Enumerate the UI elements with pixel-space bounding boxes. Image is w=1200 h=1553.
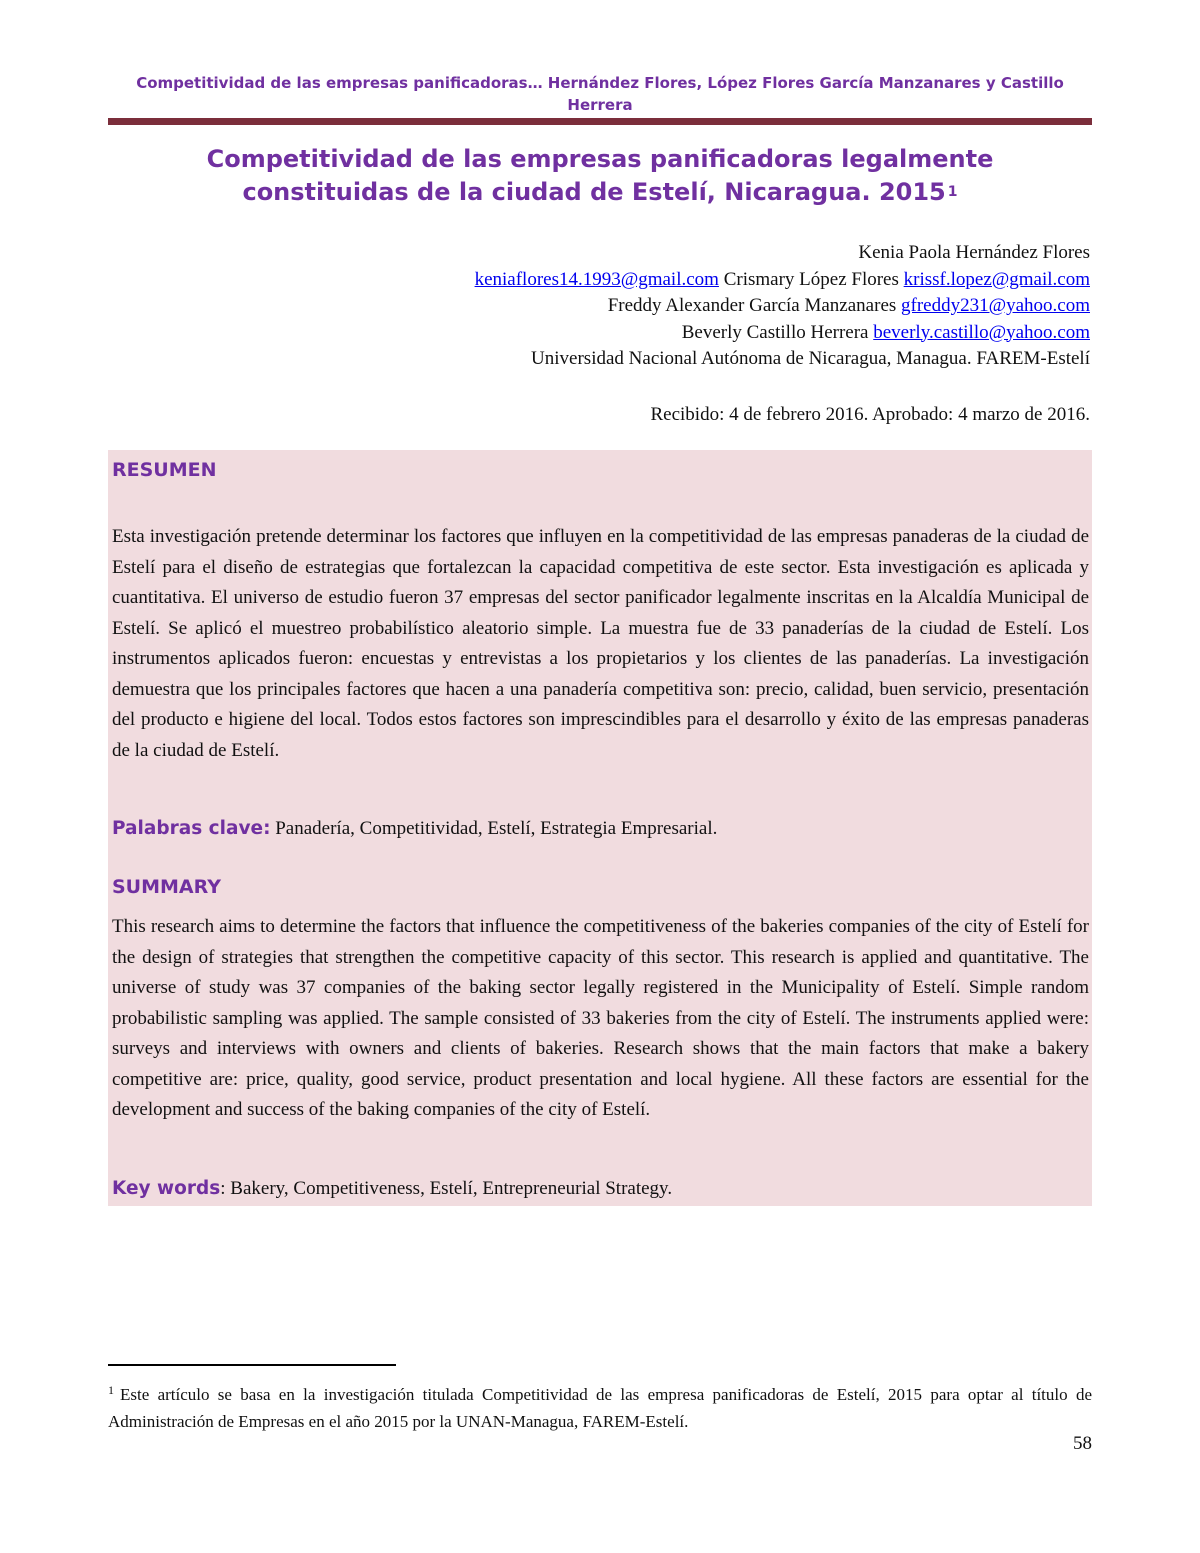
author-line-4 xyxy=(190,320,1090,347)
resumen-keywords xyxy=(112,816,1089,842)
author-line-3 xyxy=(190,293,1090,320)
keywords-text: Panadería, Competitividad, Estelí, Estrategia Empresarial. xyxy=(270,818,718,839)
author-line-2 xyxy=(190,267,1090,294)
author-name: Beverly Castillo Herrera xyxy=(681,321,869,343)
footnote-text: Este artículo se basa en la investigación titulada Competitividad de las empresa panificadoras de Estelí, 2015 para optar al título de Administración de Empresas en el año 2015 por la UNAN-Managua, FAREM-Estelí. xyxy=(108,1385,1092,1431)
author-email-link[interactable]: beverly.castillo@yahoo.com xyxy=(873,321,1090,343)
footnote-mark: 1 xyxy=(108,1383,114,1397)
author-block xyxy=(190,240,1090,373)
footnote-rule xyxy=(108,1364,396,1366)
header-rule xyxy=(108,118,1092,125)
keywords-label: Key words xyxy=(112,1178,221,1199)
author-line-1 xyxy=(190,240,1090,267)
resumen-heading: RESUMEN xyxy=(112,459,217,481)
resumen-body: Esta investigación pretende determinar los factores que influyen en la competitividad de las empresas panaderas de la ciudad de Estelí para el diseño de estrategias que fortalezcan la capacidad competitiva de este sector. Esta investigación es aplicada y cuantitativa. El universo de estudio fueron 37 empresas del sector panificador legalmente inscritas en la Alcaldía Municipal de Estelí. Se aplicó el muestreo probabilístico aleatorio simple. La muestra fue de 33 panaderías de la ciudad de Estelí. Los instrumentos aplicados fueron: encuestas y entrevistas a los propietarios y los clientes de las panaderías. La investigación demuestra que los principales factores que hacen a una panadería competitiva son: precio, calidad, buen servicio, presentación del producto e higiene del local. Todos estos factores son imprescindibles para el desarrollo y éxito de las empresas panaderas de la ciudad de Estelí. xyxy=(112,526,1089,761)
author-email-link[interactable]: gfreddy231@yahoo.com xyxy=(901,295,1090,316)
keywords-text: : Bakery, Competitiveness, Estelí, Entrepreneurial Strategy. xyxy=(220,1178,673,1199)
author-name: Crismary López Flores xyxy=(723,268,899,290)
summary-body: This research aims to determine the factors that influence the competitiveness of the bakeries companies of the city of Estelí for the design of strategies that strengthen the competitive capacity of this sector. This research is applied and quantitative. The universe of study was 37 companies of the baking sector legally registered in the Municipality of Estelí. Simple random probabilistic sampling was applied. The sample consisted of 33 bakeries from the city of Estelí. The instruments applied were: surveys and interviews with owners and clients of bakeries. Research shows that the main factors that make a bakery competitive are: price, quality, good service, product presentation and local hygiene. All these factors are essential for the development and success of the baking companies of the city of Estelí. xyxy=(112,916,1089,1120)
author-name: Kenia Paola Hernández Flores xyxy=(858,242,1090,263)
author-name: Freddy Alexander García Manzanares xyxy=(607,295,897,316)
keywords-label: Palabras clave: xyxy=(112,818,271,839)
running-header: Competitividad de las empresas panificadoras… Hernández Flores, López Flores García Manzanares y Castillo Herrera xyxy=(136,74,1064,114)
author-affiliation: Universidad Nacional Autónoma de Nicaragua, Managua. FAREM-Estelí xyxy=(531,348,1090,369)
article-title-text: Competitividad de las empresas panificadoras legalmente constituidas de la ciudad de Estelí, Nicaragua. 2015 xyxy=(206,145,994,206)
footnote xyxy=(108,1382,1092,1435)
author-email-link[interactable]: keniaflores14.1993@gmail.com xyxy=(474,268,719,290)
received-approved-dates: Recibido: 4 de febrero 2016. Aprobado: 4 marzo de 2016. xyxy=(650,404,1090,425)
page-number: 58 xyxy=(1073,1433,1092,1454)
author-email-link[interactable]: krissf.lopez@gmail.com xyxy=(903,268,1090,290)
summary-heading: SUMMARY xyxy=(112,876,221,898)
summary-keywords xyxy=(112,1176,1089,1202)
article-title xyxy=(120,143,1080,213)
title-footnote-mark[interactable]: 1 xyxy=(947,184,958,200)
